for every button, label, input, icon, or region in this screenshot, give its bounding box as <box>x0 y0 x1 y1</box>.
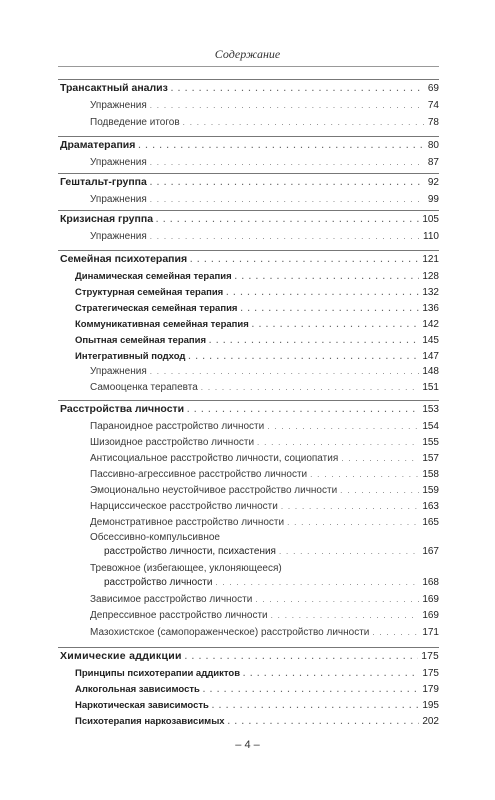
section-divider <box>58 250 439 251</box>
toc-page: 169 <box>422 610 439 621</box>
toc-item[interactable] <box>90 420 439 434</box>
section-divider <box>58 173 439 174</box>
toc-leader <box>372 626 419 639</box>
toc-title: Наркотическая зависимость <box>75 700 209 711</box>
toc-page: 99 <box>427 194 439 205</box>
toc-item[interactable] <box>90 484 439 498</box>
toc-title: Психотерапия наркозависимых <box>75 716 225 727</box>
toc-title: Шизоидное расстройство личности <box>90 437 255 448</box>
toc-item[interactable] <box>90 116 439 130</box>
toc-page: 154 <box>422 421 439 432</box>
toc-title: Параноидное расстройство личности <box>90 421 265 432</box>
toc-title: Упражнения <box>90 366 147 377</box>
section-divider <box>58 136 439 137</box>
toc-page: 151 <box>422 382 439 393</box>
toc-section[interactable] <box>60 403 439 417</box>
toc-leader <box>267 420 419 433</box>
toc-leader <box>243 667 419 680</box>
toc-page: 78 <box>427 117 439 128</box>
toc-page: 155 <box>422 437 439 448</box>
toc-title: Стратегическая семейная терапия <box>75 303 238 314</box>
toc-leader <box>190 253 419 266</box>
toc-section[interactable] <box>60 650 439 664</box>
toc-page: 80 <box>427 140 439 151</box>
running-head: Содержание <box>214 47 281 61</box>
toc-subsection[interactable] <box>75 318 439 332</box>
toc-subsection[interactable] <box>75 286 439 300</box>
toc-section[interactable] <box>60 213 439 227</box>
toc-page: 74 <box>427 100 439 111</box>
toc-title: Нарциссическое расстройство личности <box>90 501 278 512</box>
toc-title: Демонстративное расстройство личности <box>90 517 285 528</box>
toc-item[interactable] <box>90 500 439 514</box>
toc-item[interactable] <box>90 468 439 482</box>
toc-title: Расстройства личности <box>60 403 185 415</box>
toc-page: 171 <box>422 627 439 638</box>
toc-leader <box>226 286 419 299</box>
toc-title: Зависимое расстройство личности <box>90 594 253 605</box>
toc-leader <box>187 403 419 416</box>
toc-leader <box>310 468 419 481</box>
toc-title: Динамическая семейная терапия <box>75 271 232 282</box>
toc-title: Самооценка терапевта <box>90 382 198 393</box>
toc-page: 159 <box>422 485 439 496</box>
toc-title: Пассивно-агрессивное расстройство личности <box>90 469 308 480</box>
toc-page: 179 <box>422 684 439 695</box>
toc-item[interactable] <box>90 99 439 113</box>
toc-page: 168 <box>422 577 439 588</box>
toc-item-title-line1: Обсессивно-компульсивное <box>90 532 220 543</box>
toc-item[interactable] <box>90 609 439 623</box>
toc-title: Алкогольная зависимость <box>75 684 200 695</box>
toc-page: 167 <box>422 546 439 557</box>
toc-section[interactable] <box>60 139 439 153</box>
section-divider <box>58 400 439 401</box>
toc-item[interactable] <box>104 576 439 590</box>
toc-item[interactable] <box>90 452 439 466</box>
toc-subsection[interactable] <box>75 715 439 729</box>
section-divider <box>58 210 439 211</box>
toc-leader <box>209 334 419 347</box>
toc-item[interactable] <box>90 193 439 207</box>
toc-page: 169 <box>422 594 439 605</box>
toc-leader <box>252 318 420 331</box>
toc-leader <box>215 576 419 589</box>
toc-leader <box>150 193 425 206</box>
toc-subsection[interactable] <box>75 350 439 364</box>
toc-page: 136 <box>422 303 439 314</box>
toc-title: Структурная семейная терапия <box>75 287 224 298</box>
toc-page: 105 <box>422 214 439 225</box>
toc-title: Принципы психотерапии аддиктов <box>75 668 241 679</box>
toc-title: Антисоциальное расстройство личности, социопатия <box>90 453 339 464</box>
toc-leader <box>203 683 419 696</box>
toc-title: Подведение итогов <box>90 117 180 128</box>
toc-subsection[interactable] <box>75 699 439 713</box>
toc-section[interactable] <box>60 82 439 96</box>
toc-page: 132 <box>422 287 439 298</box>
toc-section[interactable] <box>60 176 439 190</box>
toc-title: расстройство личности <box>104 577 213 588</box>
toc-title: Упражнения <box>90 231 147 242</box>
toc-title: Кризисная группа <box>60 213 154 225</box>
toc-subsection[interactable] <box>75 683 439 697</box>
toc-leader <box>235 270 420 283</box>
toc-item[interactable] <box>90 436 439 450</box>
toc-leader <box>150 365 420 378</box>
toc-leader <box>138 139 425 152</box>
toc-leader <box>156 213 419 226</box>
toc-page: 121 <box>422 254 439 265</box>
toc-leader <box>183 116 425 129</box>
page-number: – 4 – <box>235 739 260 751</box>
toc-leader <box>240 302 419 315</box>
toc-title: Упражнения <box>90 157 147 168</box>
toc-title: Эмоционально неустойчивое расстройство личности <box>90 485 338 496</box>
toc-title: Семейная психотерапия <box>60 253 188 265</box>
toc-title: Драматерапия <box>60 139 136 151</box>
toc-page: 157 <box>422 453 439 464</box>
toc-page: 69 <box>427 83 439 94</box>
toc-title: Упражнения <box>90 194 147 205</box>
toc-leader <box>171 82 425 95</box>
toc-leader <box>150 230 420 243</box>
toc-page: 175 <box>421 651 439 662</box>
toc-item[interactable] <box>90 230 439 244</box>
toc-leader <box>257 436 419 449</box>
toc-item[interactable] <box>90 516 439 530</box>
toc-leader <box>188 350 419 363</box>
toc-title: Опытная семейная терапия <box>75 335 207 346</box>
toc-page: 195 <box>422 700 439 711</box>
toc-leader <box>287 516 419 529</box>
toc-item[interactable] <box>90 381 439 395</box>
toc-item[interactable] <box>90 593 439 607</box>
toc-leader <box>255 593 419 606</box>
toc-leader <box>279 545 419 558</box>
toc-title: Гештальт-группа <box>60 176 147 188</box>
toc-page: 158 <box>422 469 439 480</box>
toc-subsection[interactable] <box>75 334 439 348</box>
toc-title: Упражнения <box>90 100 147 111</box>
toc-title: Депрессивное расстройство личности <box>90 610 268 621</box>
toc-page: 175 <box>422 668 439 679</box>
toc-page: 165 <box>422 517 439 528</box>
toc-page: 142 <box>422 319 439 330</box>
toc-leader <box>341 452 419 465</box>
section-divider <box>58 647 439 648</box>
toc-title: Интегративный подход <box>75 351 186 362</box>
toc-page: 148 <box>422 366 439 377</box>
toc-subsection[interactable] <box>75 270 439 284</box>
toc-leader <box>185 650 419 663</box>
toc-leader <box>228 715 420 728</box>
toc-subsection[interactable] <box>75 302 439 316</box>
toc-title: Мазохистское (самопораженческое) расстройство личности <box>90 627 370 638</box>
toc-title: расстройство личности, психастения <box>104 546 276 557</box>
toc-page: 153 <box>422 404 439 415</box>
toc-item[interactable] <box>90 365 439 379</box>
toc-leader <box>150 156 425 169</box>
toc-page: 110 <box>423 231 439 242</box>
toc-item[interactable] <box>104 545 439 559</box>
toc-item-title-line1: Тревожное (избегающее, уклоняющееся) <box>90 563 282 574</box>
toc-title: Трансактный анализ <box>60 82 168 94</box>
toc-item[interactable] <box>90 626 439 640</box>
toc-page: 202 <box>422 716 439 727</box>
toc-leader <box>212 699 419 712</box>
toc-page: 145 <box>422 335 439 346</box>
toc-section[interactable] <box>60 253 439 267</box>
toc-title: Коммуникативная семейная терапия <box>75 319 249 330</box>
toc-page: 147 <box>422 351 439 362</box>
toc-leader <box>271 609 420 622</box>
toc-item[interactable] <box>90 156 439 170</box>
toc-page: 87 <box>427 157 439 168</box>
toc-leader <box>340 484 419 497</box>
toc-leader <box>150 176 425 189</box>
toc-title: Химические аддикции <box>60 650 182 662</box>
toc-leader <box>201 381 420 394</box>
toc-page: 92 <box>427 177 439 188</box>
section-divider <box>58 79 439 80</box>
toc-subsection[interactable] <box>75 667 439 681</box>
toc-leader <box>150 99 425 112</box>
toc-page: 163 <box>422 501 439 512</box>
toc-leader <box>281 500 419 513</box>
toc-page: 128 <box>422 271 439 282</box>
